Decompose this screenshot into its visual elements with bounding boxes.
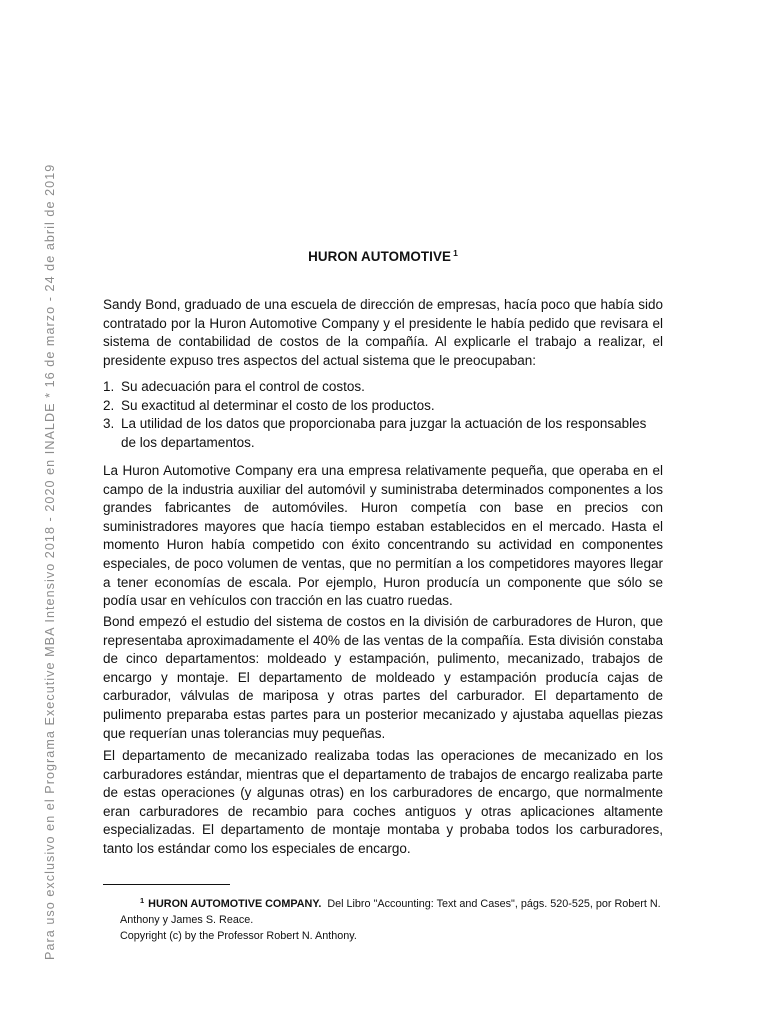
title-footnote-marker: 1 — [453, 248, 458, 258]
side-watermark: Para uso exclusivo en el Programa Executive MBA Intensivo 2018 - 2020 en INALDE * 16 de marzo - 24 de abril de 2019 — [43, 163, 57, 960]
list-item — [103, 415, 663, 452]
list-item-number: 2. — [103, 397, 115, 413]
list-item-text: La utilidad de los datos que proporcionaba para juzgar la actuación de los responsables de los departamentos. — [121, 416, 647, 450]
list-item-text: Su exactitud al determinar el costo de los productos. — [121, 397, 435, 413]
footnote-divider — [103, 884, 230, 885]
departments-paragraph: El departamento de mecanizado realizaba todas las operaciones de mecanizado en los carburadores estándar, mientras que el departamento de trabajos de encargo realizaba parte de estas operaciones (y algunas otras) en los carburadores de encargo, que normalmente eran carburadores de recambio para coches antiguos y otras aplicaciones altamente especializadas. El departamento de montaje montaba y probaba todos los carburadores, tanto los estándar como los especiales de encargo. — [103, 748, 663, 856]
list-item-text: Su adecuación para el control de costos. — [121, 379, 365, 394]
list-item-number: 3. — [103, 416, 115, 432]
footnote — [120, 893, 665, 945]
footnote-copyright: Copyright (c) by the Professor Robert N. Anthony. — [120, 930, 357, 943]
list-item — [103, 397, 663, 416]
footnote-source — [120, 893, 665, 928]
footnote-text: Del Libro "Accounting: Text and Cases", págs. 520-525, por Robert N. Anthony y James S. Reace. — [120, 898, 661, 927]
footnote-lead: HURON AUTOMOTIVE COMPANY. — [148, 898, 322, 910]
document-title — [103, 248, 663, 264]
list-item-number: 1. — [103, 379, 115, 394]
concerns-list — [103, 378, 663, 452]
company-paragraph: La Huron Automotive Company era una empresa relativamente pequeña, que operaba en el campo de la industria auxiliar del automóvil y suministraba determinados componentes a los grandes fabricantes de automóviles. Huron competía con base en precios con suministradores mayores que hacía tiempo estaban establecidos en el mercado. Hasta el momento Huron había competido con éxito concentrando su actividad en componentes especiales, de poco volumen de ventas, que no permitían a los competidores mayores llegar a tener economías de escala. Por ejemplo, Huron producía un componente que sólo se podía usar en vehículos con tracción en las cuatro ruedas. — [103, 463, 663, 609]
footnote-marker: 1 — [140, 896, 145, 905]
list-item — [103, 378, 663, 397]
intro-paragraph: Sandy Bond, graduado de una escuela de dirección de empresas, hacía poco que había sido contratado por la Huron Automotive Company y el presidente le había pedido que revisara el sistema de contabilidad de costos de la compañía. Al explicarle el trabajo a realizar, el presidente expuso tres aspectos del actual sistema que le preocupaban: — [103, 297, 663, 368]
document-title-text: HURON AUTOMOTIVE — [308, 249, 452, 264]
division-paragraph: Bond empezó el estudio del sistema de costos en la división de carburadores de Huron, que representaba aproximadamente el 40% de las ventas de la compañía. Esta división constaba de cinco departamentos: moldeado y estampación, pulimento, mecanizado, trabajos de encargo y montaje. El departamento de moldeado y estampación producía cajas de carburador, válvulas de mariposa y otras partes del carburador. El departamento de pulimento preparaba estas partes para un posterior mecanizado y ajustaba aquellas piezas que requerían unas tolerancias muy pequeñas. — [103, 614, 663, 741]
